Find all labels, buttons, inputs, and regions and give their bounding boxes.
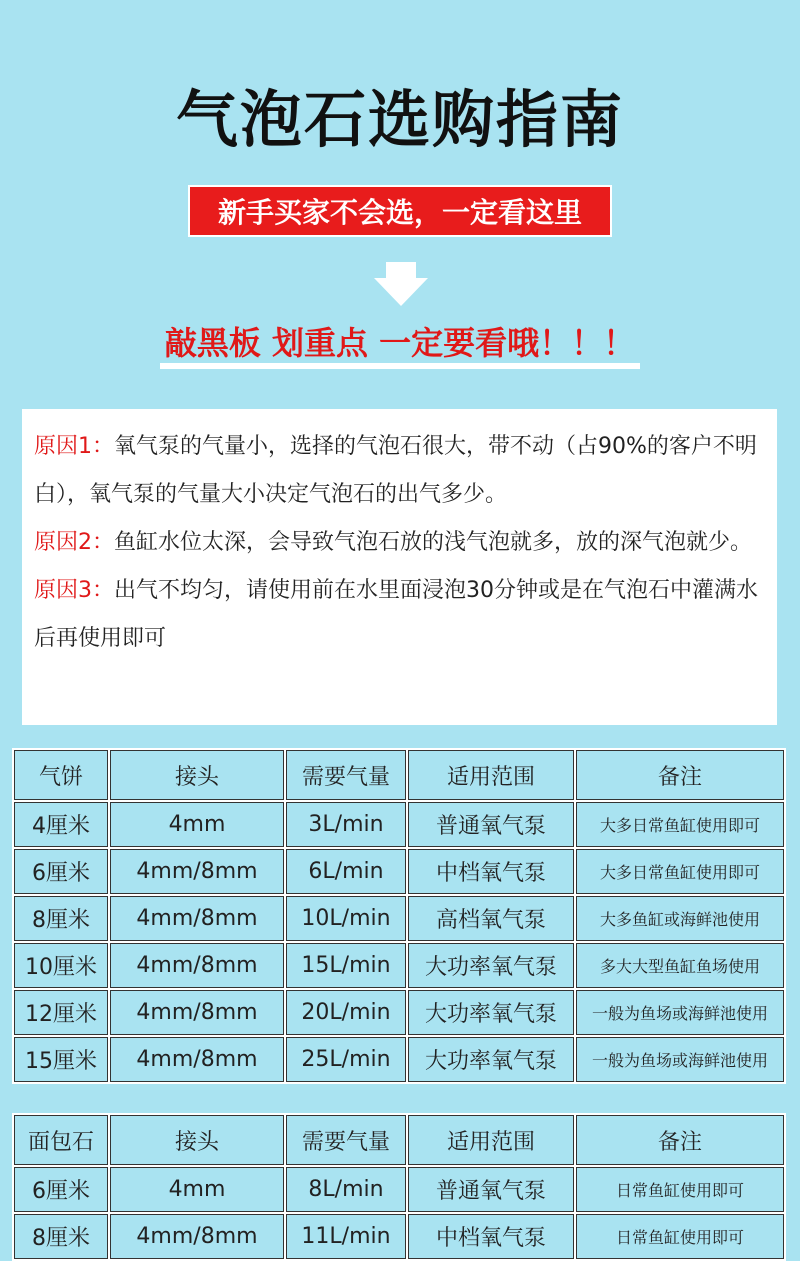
header-cell: 接头 xyxy=(109,749,285,801)
header-cell: 备注 xyxy=(575,749,785,801)
table-cell: 4mm xyxy=(109,1166,285,1213)
table-cell: 4mm/8mm xyxy=(109,942,285,989)
reason-text: 鱼缸水位太深，会导致气泡石放的浅气泡就多，放的深气泡就少。 xyxy=(114,530,753,555)
table-cell: 6L/min xyxy=(285,848,407,895)
table-cell: 大多日常鱼缸使用即可 xyxy=(575,801,785,848)
header-cell: 适用范围 xyxy=(407,1114,575,1166)
table-cell: 10L/min xyxy=(285,895,407,942)
table-cell: 8厘米 xyxy=(13,1213,109,1260)
table-cell: 中档氧气泵 xyxy=(407,1213,575,1260)
header-cell: 备注 xyxy=(575,1114,785,1166)
reason-text: 氧气泵的气量小，选择的气泡石很大，带不动（占90%的客户不明白），氧气泵的气量大小决定气泡石的出气多少。 xyxy=(34,434,757,507)
table-row xyxy=(13,1036,785,1083)
table-row xyxy=(13,989,785,1036)
bread-stone-table xyxy=(12,1113,786,1261)
table-cell: 普通氧气泵 xyxy=(407,1166,575,1213)
table-cell: 12厘米 xyxy=(13,989,109,1036)
table-cell: 4mm/8mm xyxy=(109,848,285,895)
table-header-row xyxy=(13,1114,785,1166)
table-row xyxy=(13,942,785,989)
table-cell: 大功率氧气泵 xyxy=(407,942,575,989)
table-cell: 8厘米 xyxy=(13,895,109,942)
table-cell: 6厘米 xyxy=(13,848,109,895)
header-cell: 接头 xyxy=(109,1114,285,1166)
table-cell: 8L/min xyxy=(285,1166,407,1213)
table-cell: 3L/min xyxy=(285,801,407,848)
table-cell: 4mm/8mm xyxy=(109,895,285,942)
table-cell: 11L/min xyxy=(285,1213,407,1260)
reason-tag: 原因3： xyxy=(34,578,114,603)
reason-item xyxy=(34,519,765,567)
header-cell: 气饼 xyxy=(13,749,109,801)
table-cell: 一般为鱼场或海鲜池使用 xyxy=(575,989,785,1036)
page-title: 气泡石选购指南 xyxy=(175,83,624,156)
reason-item xyxy=(34,567,765,663)
table-cell: 15L/min xyxy=(285,942,407,989)
table-cell: 25L/min xyxy=(285,1036,407,1083)
header-cell: 适用范围 xyxy=(407,749,575,801)
notice-text: 敲黑板 划重点 一定要看哦！！！ xyxy=(164,324,636,362)
table-cell: 4mm/8mm xyxy=(109,1213,285,1260)
table-cell: 大多日常鱼缸使用即可 xyxy=(575,848,785,895)
header-cell: 需要气量 xyxy=(285,1114,407,1166)
reasons-panel xyxy=(22,409,777,725)
table-row xyxy=(13,1213,785,1260)
reason-tag: 原因1： xyxy=(34,434,114,459)
table-cell: 4mm xyxy=(109,801,285,848)
reason-text: 出气不均匀，请使用前在水里面浸泡30分钟或是在气泡石中灌满水后再使用即可 xyxy=(34,578,758,651)
table-cell: 高档氧气泵 xyxy=(407,895,575,942)
table-cell: 中档氧气泵 xyxy=(407,848,575,895)
arrow-down-icon xyxy=(374,262,428,306)
table-cell: 4mm/8mm xyxy=(109,1036,285,1083)
header-cell: 面包石 xyxy=(13,1114,109,1166)
table-cell: 普通氧气泵 xyxy=(407,801,575,848)
table-cell: 日常鱼缸使用即可 xyxy=(575,1166,785,1213)
table-cell: 大多鱼缸或海鲜池使用 xyxy=(575,895,785,942)
table-cell: 一般为鱼场或海鲜池使用 xyxy=(575,1036,785,1083)
table-cell: 多大大型鱼缸鱼场使用 xyxy=(575,942,785,989)
table-row xyxy=(13,801,785,848)
table-cell: 4厘米 xyxy=(13,801,109,848)
reason-item xyxy=(34,423,765,519)
table-cell: 6厘米 xyxy=(13,1166,109,1213)
table-cell: 大功率氧气泵 xyxy=(407,1036,575,1083)
table-cell: 大功率氧气泵 xyxy=(407,989,575,1036)
table-cell: 日常鱼缸使用即可 xyxy=(575,1213,785,1260)
reason-tag: 原因2： xyxy=(34,530,114,555)
red-banner: 新手买家不会选，一定看这里 xyxy=(188,185,612,237)
table-row xyxy=(13,848,785,895)
notice-underline xyxy=(160,363,640,369)
table-cell: 15厘米 xyxy=(13,1036,109,1083)
table-cell: 4mm/8mm xyxy=(109,989,285,1036)
header-cell: 需要气量 xyxy=(285,749,407,801)
table-row xyxy=(13,895,785,942)
bubble-disc-table xyxy=(12,748,786,1084)
table-row xyxy=(13,1166,785,1213)
table-header-row xyxy=(13,749,785,801)
table-cell: 10厘米 xyxy=(13,942,109,989)
table-cell: 20L/min xyxy=(285,989,407,1036)
